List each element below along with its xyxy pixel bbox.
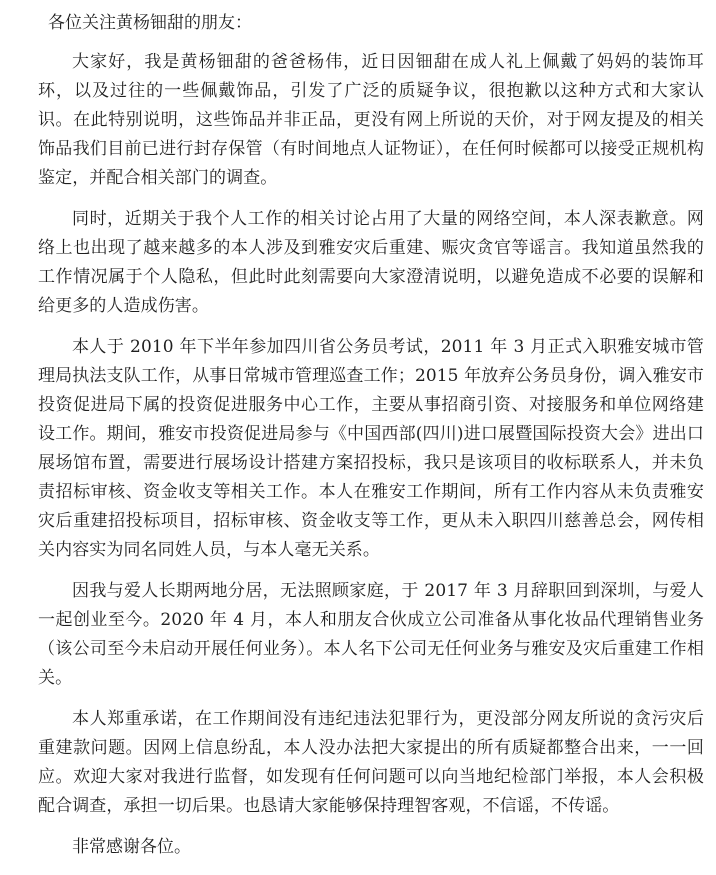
closing-line: 非常感谢各位。: [72, 837, 191, 857]
paragraph-work-history: 本人于 2010 年下半年参加四川省公务员考试，2011 年 3 月正式入职雅安城市管理局执法支队工作，从事日常城市管理巡查工作；2015 年放弃公务员身份，调入雅安市投资促进局下属的投资促进服务中心工作，主要从事招商引资、对接服务和单位网络建设工作。期间，雅安市投资促进局参与《中国西部(四川)进口展暨国际投资大会》进出口展场馆布置，需要进行展场设计搭建方案招投标，我只是该项目的收标联系人，并未负责招标审核、资金收支等相关工作。本人在雅安工作期间，所有工作内容从未负责雅安灾后重建招投标项目，招标审核、资金收支等工作，更从未入职四川慈善总会，网传相关内容实为同名同姓人员，与本人毫无关系。: [38, 337, 704, 560]
paragraph-apology-rumors: 同时，近期关于我个人工作的相关讨论占用了大量的网络空间，本人深表歉意。网络上也出现了越来越多的本人涉及到雅安灾后重建、赈灾贪官等谣言。我知道虽然我的工作情况属于个人隐私，但此时此刻需要向大家澄清说明，以避免造成不必要的误解和给更多的人造成伤害。: [38, 209, 704, 316]
salutation: 各位关注黄杨钿甜的朋友：: [48, 13, 252, 33]
paragraph-family-business: 因我与爱人长期两地分居，无法照顾家庭，于 2017 年 3 月辞职回到深圳，与爱人一起创业至今。2020 年 4 月，本人和朋友合伙成立公司准备从事化妆品代理销售业务（该公司至今未启动开展任何业务）。本人名下公司无任何业务与雅安及灾后重建工作相关。: [38, 581, 704, 688]
paragraph-greeting-explanation: 大家好，我是黄杨钿甜的爸爸杨伟，近日因钿甜在成人礼上佩戴了妈妈的装饰耳环，以及过往的一些佩戴饰品，引发了广泛的质疑争议，很抱歉以这种方式和大家认识。在此特别说明，这些饰品并非正品，更没有网上所说的天价，对于网友提及的相关饰品我们目前已进行封存保管（有时间地点人证物证），在任何时候都可以接受正规机构鉴定，并配合相关部门的调查。: [38, 52, 704, 188]
paragraph-promise: 本人郑重承诺，在工作期间没有违纪违法犯罪行为，更没部分网友所说的贪污灾后重建款问题。因网上信息纷乱，本人没办法把大家提出的所有质疑都整合出来，一一回应。欢迎大家对我进行监督，如发现有任何问题可以向当地纪检部门举报，本人会积极配合调查，承担一切后果。也恳请大家能够保持理智客观，不信谣，不传谣。: [38, 709, 704, 816]
